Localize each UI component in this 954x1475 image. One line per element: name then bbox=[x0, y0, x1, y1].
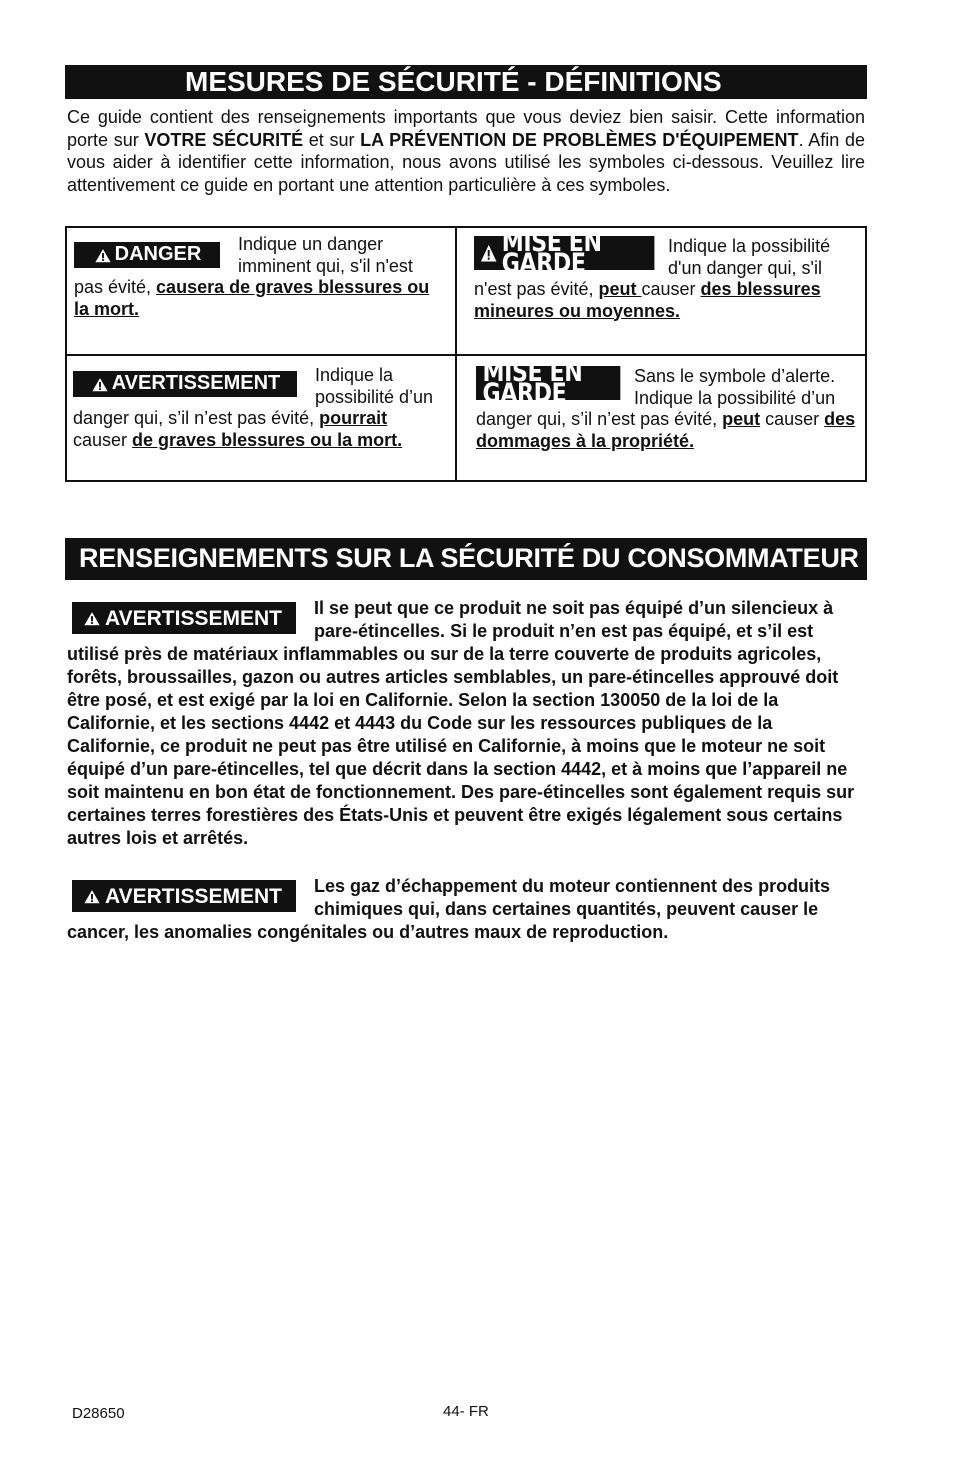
notice-text: causer bbox=[760, 409, 825, 429]
exhaust-warning bbox=[67, 875, 862, 944]
exhaust-text: Les gaz d’échappement du moteur contiennent des produits chimiques qui, dans certaines quantités, peuvent causer le cancer, les anomalies congénitales ou d’autres maux de reproduction. bbox=[67, 876, 831, 942]
notice-badge bbox=[476, 356, 620, 409]
intro-text: . Afin de vous aider à identifier cette information, nous avons utilisé les symboles ci-dessous. Veuillez lire attentivement ce guide en portant une attention particulière à ces symboles. bbox=[67, 129, 865, 195]
warning-badge-label: AVERTISSEMENT bbox=[105, 884, 282, 908]
caution-consequence: des blessures mineures ou moyennes. bbox=[474, 279, 821, 321]
warning-badge bbox=[73, 371, 297, 397]
warning-text: causer bbox=[73, 429, 133, 450]
warning-modal: pourrait bbox=[319, 408, 388, 428]
caution-badge-label: MISE EN GARDE bbox=[501, 226, 602, 279]
caution-modal: peut bbox=[598, 279, 642, 299]
alert-triangle-icon bbox=[92, 377, 108, 392]
spark-arrester-text: Il se peut que ce produit ne soit pas équipé d’un silencieux à pare-étincelles. Si le produit n’en est pas équipé, et s’il est utilisé près de matériaux inflammables ou sur de la terre couverte de produits agricoles, forêts, broussailles, gazon ou autres articles semblables, un pare-étincelles approuvé doit être posé, et est exigé par la loi en Californie. Selon la section 130050 de la loi de la Californie, et les sections 4442 et 4443 du Code sur les ressources publiques de la Californie, ce produit ne peut pas être utilisé en Californie, à moins que le moteur ne soit équipé d’un pare-étincelles, tel que décrit dans la section 4442, et à moins que l’appareil ne soit maintenu en bon état de fonctionnement. Des pare-étincelles sont également requis sur certaines terres forestières des États-Unis et peuvent être exigés légalement sous certains autres lois et arrêtés. bbox=[67, 598, 855, 848]
intro-text: Ce guide contient des renseignements importants que vous deviez bien saisir. Cette information porte sur bbox=[67, 107, 865, 150]
warning-consequence: de graves blessures ou la mort. bbox=[132, 429, 403, 450]
section-title-definitions: MESURES DE SÉCURITÉ - DÉFINITIONS bbox=[65, 65, 867, 99]
danger-definition bbox=[74, 234, 444, 320]
page-number: 44- FR bbox=[443, 1403, 489, 1420]
document-number: D28650 bbox=[72, 1405, 125, 1422]
definitions-table bbox=[65, 226, 867, 482]
warning-badge-label: AVERTISSEMENT bbox=[111, 372, 281, 395]
alert-triangle-icon bbox=[481, 241, 497, 265]
danger-badge bbox=[74, 242, 220, 268]
alert-triangle-icon bbox=[95, 248, 111, 263]
caution-text: Indique la possibilité d'un danger qui, s'il n'est pas évité, bbox=[474, 236, 831, 299]
intro-text: et sur bbox=[303, 129, 361, 150]
spark-arrester-warning bbox=[67, 597, 862, 850]
caution-definition bbox=[474, 226, 859, 322]
table-divider bbox=[67, 354, 865, 356]
notice-badge-label: MISE EN GARDE bbox=[482, 356, 583, 409]
caution-badge bbox=[474, 226, 654, 279]
intro-bold-equipment: LA PRÉVENTION DE PROBLÈMES D'ÉQUIPEMENT bbox=[360, 129, 799, 150]
notice-text: Sans le symbole d’alerte. Indique la possibilité d’un danger qui, s’il n’est pas évité, bbox=[476, 366, 836, 429]
warning-badge-label: AVERTISSEMENT bbox=[105, 606, 282, 630]
notice-definition bbox=[476, 356, 860, 452]
notice-modal: peut bbox=[722, 409, 761, 429]
alert-triangle-icon bbox=[84, 611, 100, 626]
intro-bold-safety: VOTRE SÉCURITÉ bbox=[144, 129, 304, 150]
danger-consequence: causera de graves blessures ou la mort. bbox=[74, 277, 430, 319]
alert-triangle-icon bbox=[84, 889, 100, 904]
section-title-consumer-safety: RENSEIGNEMENTS SUR LA SÉCURITÉ DU CONSOMMATEUR bbox=[65, 538, 867, 580]
danger-text: Indique un danger imminent qui, s'il n'est pas évité, bbox=[74, 234, 413, 297]
notice-consequence: des dommages à la propriété. bbox=[476, 409, 856, 451]
caution-text: causer bbox=[641, 279, 701, 299]
warning-badge bbox=[72, 602, 296, 634]
warning-definition bbox=[73, 365, 445, 451]
danger-badge-label: DANGER bbox=[114, 243, 202, 266]
intro-paragraph bbox=[67, 106, 865, 196]
warning-text: Indique la possibilité d’un danger qui, s’il n’est pas évité, bbox=[73, 365, 434, 428]
warning-badge bbox=[72, 880, 296, 912]
